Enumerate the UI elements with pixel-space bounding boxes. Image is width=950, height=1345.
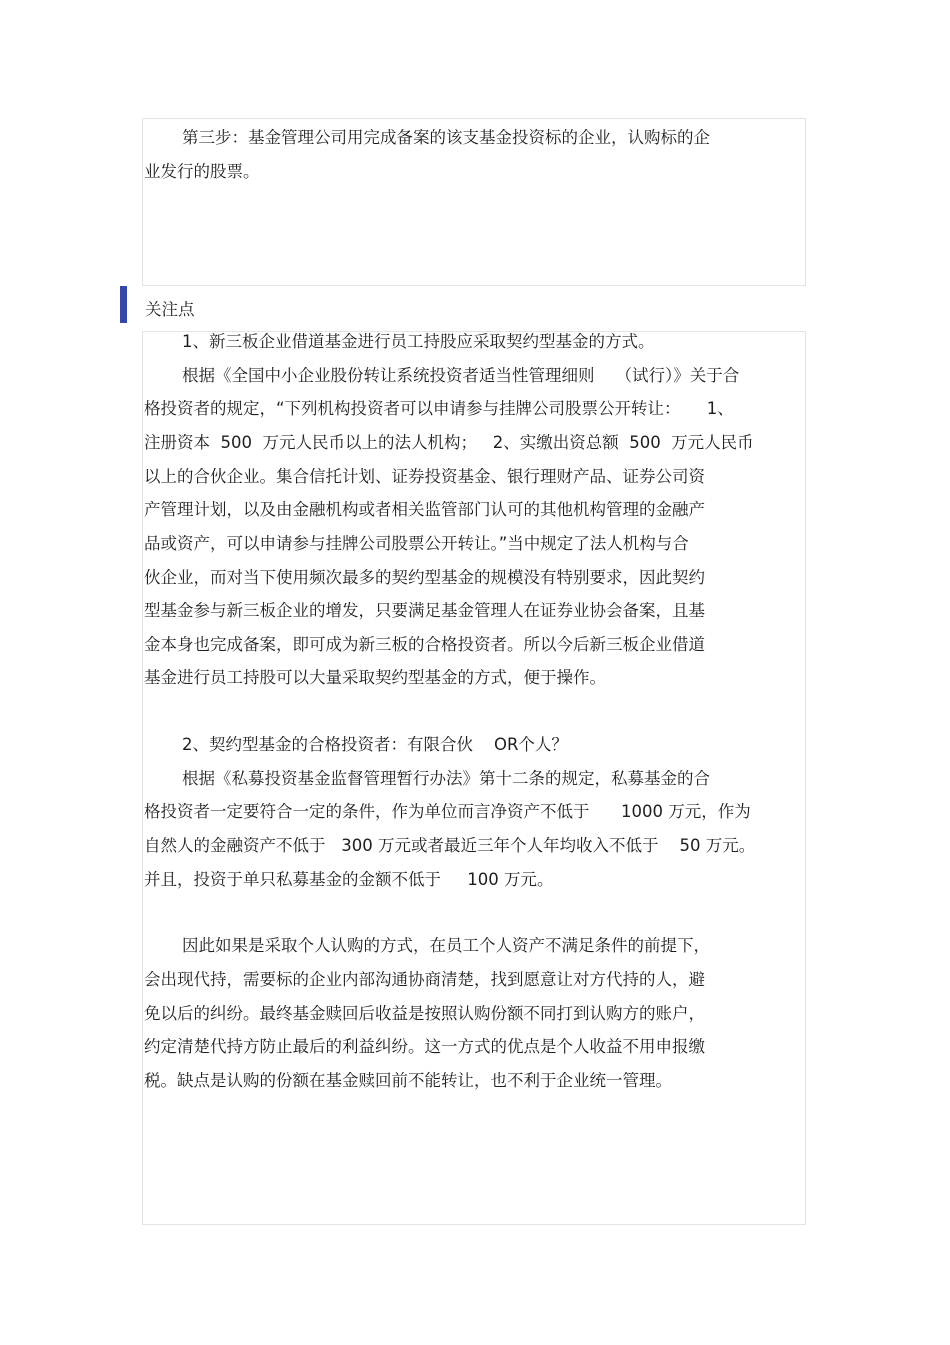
text-line: 1、新三板企业借道基金进行员工持股应采取契约型基金的方式。 — [182, 332, 655, 351]
text-line: 格投资者的规定，“下列机构投资者可以申请参与挂牌公司股票公开转让： 1、 — [144, 399, 734, 418]
text-line: 根据《私募投资基金监督管理暂行办法》第十二条的规定，私募基金的合 — [182, 769, 710, 788]
text-line: 并且，投资于单只私募基金的金额不低于 100 万元。 — [144, 870, 554, 889]
text-line: 因此如果是采取个人认购的方式，在员工个人资产不满足条件的前提下， — [182, 936, 710, 955]
text-line: 伙企业，而对当下使用频次最多的契约型基金的规模没有特别要求，因此契约 — [144, 568, 705, 587]
text-line: 注册资本 500 万元人民币以上的法人机构； 2、实缴出资总额 500 万元人民币 — [144, 433, 754, 452]
text-line: 产管理计划，以及由金融机构或者相关监管部门认可的其他机构管理的金融产 — [144, 500, 705, 519]
text-line: 以上的合伙企业。集合信托计划、证券投资基金、银行理财产品、证券公司资 — [144, 467, 705, 486]
text-line: 第三步：基金管理公司用完成备案的该支基金投资标的企业，认购标的企 — [182, 128, 710, 147]
text-line: 免以后的纠纷。最终基金赎回后收益是按照认购份额不同打到认购方的账户， — [144, 1004, 705, 1023]
text-line: 业发行的股票。 — [144, 162, 260, 181]
text-line: 型基金参与新三板企业的增发，只要满足基金管理人在证券业协会备案，且基 — [144, 601, 705, 620]
text-line: 税。缺点是认购的份额在基金赎回前不能转让，也不利于企业统一管理。 — [144, 1071, 672, 1090]
section-accent-bar — [120, 286, 127, 323]
text-line: 约定清楚代持方防止最后的利益纠纷。这一方式的优点是个人收益不用申报缴 — [144, 1037, 705, 1056]
text-line: 自然人的金融资产不低于 300 万元或者最近三年个人年均收入不低于 50 万元。 — [144, 836, 756, 855]
text-line: 品或资产，可以申请参与挂牌公司股票公开转让。”当中规定了法人机构与合 — [144, 534, 689, 553]
text-line: 基金进行员工持股可以大量采取契约型基金的方式，便于操作。 — [144, 668, 606, 687]
text-line: 根据《全国中小企业股份转让系统投资者适当性管理细则 （试行）》关于合 — [182, 366, 740, 385]
text-line: 2、契约型基金的合格投资者：有限合伙 OR个人？ — [182, 735, 568, 754]
text-line: 会出现代持，需要标的企业内部沟通协商清楚，找到愿意让对方代持的人，避 — [144, 970, 705, 989]
text-line: 格投资者一定要符合一定的条件，作为单位而言净资产不低于 1000 万元，作为 — [144, 802, 751, 821]
text-line: 金本身也完成备案，即可成为新三板的合格投资者。所以今后新三板企业借道 — [144, 635, 705, 654]
section-heading: 关注点 — [145, 300, 195, 319]
